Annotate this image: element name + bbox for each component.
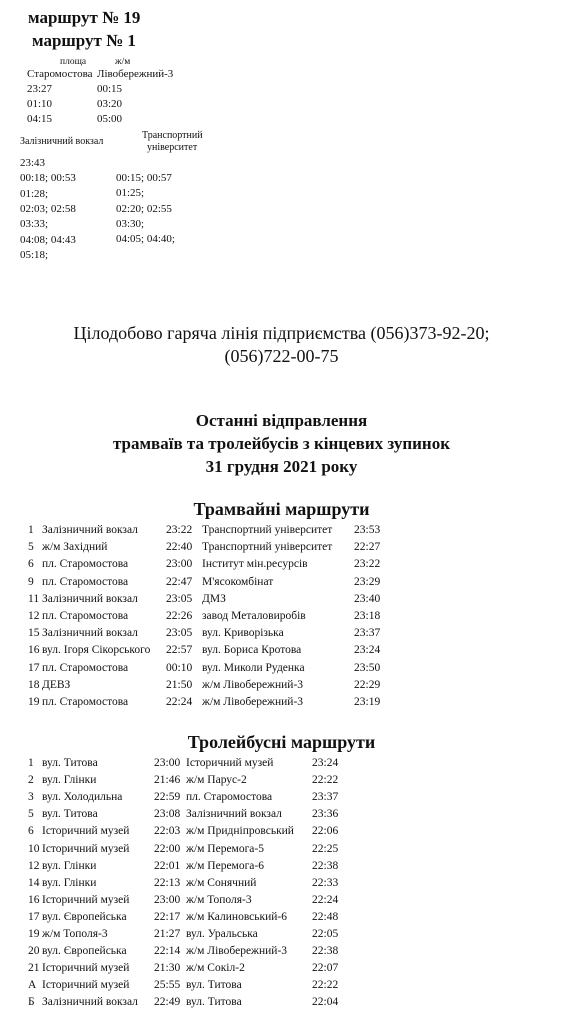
route-number: 16 xyxy=(28,644,40,657)
trolley-heading: Тролейбусні маршрути xyxy=(187,732,376,752)
univ-header-b: університет xyxy=(147,142,198,153)
origin-stop: вул. Титова xyxy=(42,808,98,821)
route-number: 12 xyxy=(28,610,40,622)
destination-stop: вул. Миколи Руденка xyxy=(202,661,305,674)
origin-stop: ж/м Тополя-3 xyxy=(42,928,108,940)
destination-stop: ж/м Парус-2 xyxy=(186,774,247,787)
tram-row xyxy=(0,679,563,695)
tram-row xyxy=(0,524,563,540)
route19-right-time: 02:20; 02:55 xyxy=(116,202,172,215)
origin-stop: пл. Старомостова xyxy=(42,610,129,622)
trolley-row xyxy=(0,757,563,773)
title-line1: Останні відправлення xyxy=(195,411,368,430)
origin-time: 22:14 xyxy=(154,945,181,958)
origin-stop: Історичний музей xyxy=(42,842,130,855)
route-number: 9 xyxy=(28,575,34,588)
destination-time: 22:07 xyxy=(312,962,339,975)
origin-time: 22:03 xyxy=(154,825,181,838)
origin-stop: вул. Європейська xyxy=(42,910,127,923)
stop2-header-b: Лівобережний-3 xyxy=(97,68,174,80)
route-number: 10 xyxy=(28,842,40,855)
destination-stop: ж/м Лівобережний-3 xyxy=(202,696,304,708)
origin-stop: Залізничний вокзал xyxy=(42,524,138,536)
origin-time: 21:50 xyxy=(166,678,193,691)
origin-time: 23:22 xyxy=(166,524,193,536)
destination-time: 23:22 xyxy=(354,558,381,571)
destination-time: 23:19 xyxy=(354,696,381,708)
route1-time-left: 01:10 xyxy=(27,98,53,110)
destination-time: 23:37 xyxy=(312,791,339,804)
origin-stop: вул. Глінки xyxy=(42,859,97,872)
origin-stop: Залізничний вокзал xyxy=(42,592,138,605)
destination-time: 22:04 xyxy=(312,996,339,1009)
trolley-row xyxy=(0,996,563,1012)
route19-right-time: 03:30; xyxy=(116,217,145,230)
destination-stop: ж/м Придніпровський xyxy=(186,825,294,838)
origin-time: 23:00 xyxy=(166,558,193,571)
trolley-row xyxy=(0,774,563,790)
destination-stop: ж/м Сонячний xyxy=(186,876,257,889)
route-number: 18 xyxy=(28,678,40,691)
destination-time: 23:37 xyxy=(354,627,381,640)
origin-stop: вул. Глінки xyxy=(42,876,97,889)
route-number: 5 xyxy=(28,541,34,554)
trolley-row xyxy=(0,911,563,927)
origin-stop: Залізничний вокзал xyxy=(42,996,138,1009)
destination-stop: пл. Старомостова xyxy=(186,791,273,804)
trolley-row xyxy=(0,945,563,961)
origin-time: 22:00 xyxy=(154,842,181,855)
destination-stop: Транспортний університет xyxy=(202,524,333,536)
route1-time-right: 00:15 xyxy=(97,83,123,95)
route-19-heading: маршрут № 19 xyxy=(28,8,141,27)
route1-time-right: 03:20 xyxy=(97,98,123,110)
origin-stop: Історичний музей xyxy=(42,979,130,992)
route1-time-left: 04:15 xyxy=(27,113,53,125)
origin-time: 22:26 xyxy=(166,610,193,622)
title-line2: трамваїв та тролейбусів з кінцевих зупинок xyxy=(112,434,451,453)
route-number: 19 xyxy=(28,928,40,940)
origin-time: 22:57 xyxy=(166,644,193,657)
tram-row xyxy=(0,558,563,574)
origin-stop: вул. Холодильна xyxy=(42,791,123,804)
route-number: 14 xyxy=(28,876,40,889)
route-number: А xyxy=(28,979,37,992)
stop-header-b: Старомостова xyxy=(27,68,93,80)
trolley-row xyxy=(0,825,563,841)
route19-left-time: 05:18; xyxy=(20,248,49,261)
destination-stop: Залізничний вокзал xyxy=(186,808,282,821)
trolley-row xyxy=(0,791,563,807)
route-1-heading: маршрут № 1 xyxy=(32,31,136,50)
destination-stop: вул. Криворізька xyxy=(202,627,284,640)
destination-time: 22:38 xyxy=(312,859,339,872)
route-number: 1 xyxy=(28,757,34,769)
route-number: 5 xyxy=(28,808,34,821)
destination-stop: ж/м Лівобережний-3 xyxy=(202,678,304,691)
destination-time: 22:22 xyxy=(312,979,339,992)
route-number: 17 xyxy=(28,661,40,674)
stop-header-a: площа xyxy=(60,57,87,67)
destination-stop: Історичний музей xyxy=(186,757,274,769)
destination-time: 23:40 xyxy=(354,592,381,605)
route-number: 19 xyxy=(28,696,40,708)
route-number: 17 xyxy=(28,910,40,923)
route-number: 2 xyxy=(28,774,34,787)
trolley-row xyxy=(0,894,563,910)
route-number: 12 xyxy=(28,859,40,872)
origin-time: 23:00 xyxy=(154,893,181,906)
route-number: Б xyxy=(28,996,35,1009)
destination-stop: М'ясокомбінат xyxy=(202,575,274,588)
destination-stop: ж/м Перемога-6 xyxy=(186,859,264,872)
origin-time: 22:47 xyxy=(166,575,193,588)
trolley-row xyxy=(0,843,563,859)
destination-stop: завод Металовиробів xyxy=(202,610,306,622)
route-number: 21 xyxy=(28,962,40,975)
origin-stop: вул. Глінки xyxy=(42,774,97,787)
destination-stop: ДМЗ xyxy=(202,592,226,605)
route19-right-time: 01:25; xyxy=(116,187,145,200)
destination-time: 23:50 xyxy=(354,661,381,674)
origin-stop: вул. Титова xyxy=(42,757,98,769)
origin-time: 21:30 xyxy=(154,962,181,975)
route19-left-time: 03:33; xyxy=(20,218,49,231)
destination-time: 22:38 xyxy=(312,945,339,958)
origin-time: 00:10 xyxy=(166,661,193,674)
origin-time: 23:08 xyxy=(154,808,181,821)
tram-row xyxy=(0,662,563,678)
destination-time: 23:36 xyxy=(312,808,339,821)
origin-stop: ДЕВЗ xyxy=(42,678,71,691)
route-number: 16 xyxy=(28,893,40,906)
origin-stop: пл. Старомостова xyxy=(42,575,129,588)
origin-stop: пл. Старомостова xyxy=(42,661,129,674)
tram-row xyxy=(0,644,563,660)
route-number: 1 xyxy=(28,524,34,536)
route1-time-right: 05:00 xyxy=(97,113,123,125)
origin-stop: Історичний музей xyxy=(42,962,130,975)
trolley-row xyxy=(0,928,563,944)
tram-row xyxy=(0,541,563,557)
tram-row xyxy=(0,610,563,626)
origin-time: 22:17 xyxy=(154,910,181,923)
origin-time: 22:13 xyxy=(154,876,181,889)
trolley-row xyxy=(0,979,563,995)
destination-time: 22:27 xyxy=(354,541,381,554)
origin-stop: Історичний музей xyxy=(42,825,130,838)
hotline-line2: (056)722-00-75 xyxy=(224,346,339,366)
destination-time: 23:24 xyxy=(354,644,381,657)
destination-stop: вул. Титова xyxy=(186,996,242,1009)
origin-stop: ж/м Західний xyxy=(42,541,108,554)
origin-time: 21:46 xyxy=(154,774,181,787)
univ-header-a: Транспортний xyxy=(142,130,203,141)
route-number: 6 xyxy=(28,558,34,571)
origin-time: 22:59 xyxy=(154,791,181,804)
origin-stop: вул. Європейська xyxy=(42,945,127,958)
destination-time: 22:24 xyxy=(312,893,339,906)
origin-time: 23:05 xyxy=(166,592,193,605)
route19-right-time: 00:15; 00:57 xyxy=(116,172,172,184)
destination-time: 22:06 xyxy=(312,825,339,838)
destination-time: 22:48 xyxy=(312,910,339,923)
destination-stop: вул. Бориса Кротова xyxy=(202,644,302,657)
origin-stop: пл. Старомостова xyxy=(42,696,129,708)
destination-stop: вул. Титова xyxy=(186,979,242,992)
tram-heading: Трамвайні маршрути xyxy=(193,499,370,519)
destination-time: 23:53 xyxy=(354,524,381,536)
destination-time: 22:25 xyxy=(312,842,339,855)
origin-stop: пл. Старомостова xyxy=(42,558,129,571)
route19-left-time: 02:03; 02:58 xyxy=(20,202,76,215)
destination-stop: ж/м Лівобережний-3 xyxy=(186,945,288,958)
destination-time: 22:33 xyxy=(312,876,339,889)
station-header: Залізничний вокзал xyxy=(20,136,104,147)
route1-time-left: 23:27 xyxy=(27,83,53,95)
route19-left-time: 00:18; 00:53 xyxy=(20,172,76,185)
route19-left-time: 23:43 xyxy=(20,157,46,169)
destination-time: 23:29 xyxy=(354,575,381,588)
destination-stop: ж/м Перемога-5 xyxy=(186,842,264,855)
route-number: 20 xyxy=(28,945,40,958)
origin-stop: Залізничний вокзал xyxy=(42,627,138,640)
route19-right-time: 04:05; 04:40; xyxy=(116,233,175,246)
origin-time: 23:00 xyxy=(154,757,181,769)
origin-time: 25:55 xyxy=(154,979,181,992)
route-number: 11 xyxy=(28,592,40,605)
destination-time: 22:05 xyxy=(312,928,339,940)
destination-stop: Інститут мін.ресурсів xyxy=(202,558,308,571)
trolley-row xyxy=(0,877,563,893)
origin-time: 21:27 xyxy=(154,928,181,940)
origin-time: 22:01 xyxy=(154,859,181,872)
origin-time: 22:49 xyxy=(154,996,181,1009)
origin-time: 22:40 xyxy=(166,541,193,554)
destination-stop: вул. Уральська xyxy=(186,928,258,940)
route19-left-time: 01:28; xyxy=(20,187,49,200)
route-number: 15 xyxy=(28,627,40,640)
route-number: 6 xyxy=(28,825,34,838)
tram-row xyxy=(0,696,563,712)
route-number: 3 xyxy=(28,791,34,804)
destination-stop: ж/м Калиновський-6 xyxy=(186,910,288,923)
origin-time: 23:05 xyxy=(166,627,193,640)
destination-time: 22:22 xyxy=(312,774,339,787)
trolley-row xyxy=(0,860,563,876)
destination-time: 23:18 xyxy=(354,610,381,622)
destination-stop: ж/м Сокіл-2 xyxy=(186,962,245,975)
origin-time: 22:24 xyxy=(166,696,193,708)
origin-stop: вул. Ігоря Сікорського xyxy=(42,644,151,657)
tram-row xyxy=(0,576,563,592)
trolley-row xyxy=(0,808,563,824)
stop2-header-a: ж/м xyxy=(115,57,131,67)
destination-stop: Транспортний університет xyxy=(202,541,333,554)
hotline-line1: Цілодобово гаряча лінія підприємства (056)373-92-20; xyxy=(73,323,490,343)
route19-left-time: 04:08; 04:43 xyxy=(20,233,76,246)
tram-row xyxy=(0,627,563,643)
tram-row xyxy=(0,593,563,609)
trolley-row xyxy=(0,962,563,978)
destination-time: 22:29 xyxy=(354,678,381,691)
destination-stop: ж/м Тополя-3 xyxy=(186,893,252,906)
origin-stop: Історичний музей xyxy=(42,893,130,906)
title-line3: 31 грудня 2021 року xyxy=(205,457,358,476)
destination-time: 23:24 xyxy=(312,757,339,769)
